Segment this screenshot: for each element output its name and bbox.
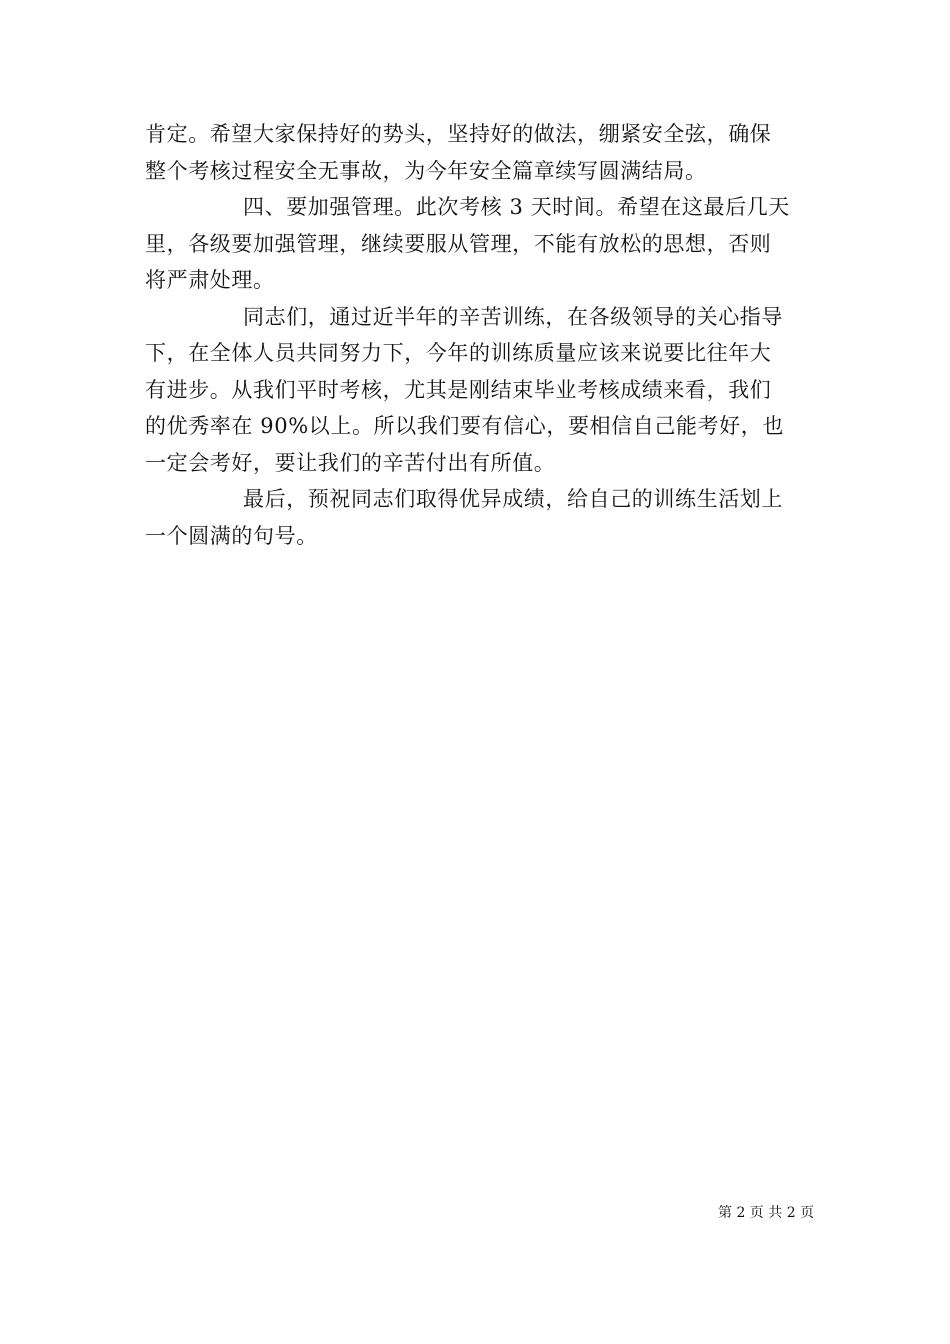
text-line: 的优秀率在 90%以上。所以我们要有信心，要相信自己能考好，也 <box>145 414 784 438</box>
text-line: 同志们，通过近半年的辛苦训练，在各级领导的关心指导 <box>243 304 783 329</box>
page-number-footer: 第 2 页 共 2 页 <box>718 1205 815 1221</box>
text-line: 一定会考好，要让我们的辛苦付出有所值。 <box>145 450 556 475</box>
text-line: 肯定。希望大家保持好的势头，坚持好的做法，绷紧安全弦，确保 <box>145 122 772 146</box>
text-line: 有进步。从我们平时考核，尤其是刚结束毕业考核成绩来看，我们 <box>145 377 772 402</box>
text-line: 四、要加强管理。此次考核 3 天时间。希望在这最后几天 <box>243 195 790 219</box>
paragraph-management <box>145 189 807 299</box>
paragraph-closing <box>145 481 807 554</box>
paragraph-confidence <box>145 299 807 482</box>
text-line: 将严肃处理。 <box>145 268 275 292</box>
text-line: 里，各级要加强管理，继续要服从管理，不能有放松的思想，否则 <box>145 231 772 256</box>
text-line: 最后，预祝同志们取得优异成绩，给自己的训练生活划上 <box>243 487 783 511</box>
text-line: 一个圆满的句号。 <box>145 523 318 548</box>
text-line: 下，在全体人员共同努力下，今年的训练质量应该来说要比往年大 <box>145 341 772 365</box>
document-body <box>145 116 807 554</box>
paragraph-safety-continued <box>145 116 807 189</box>
text-line: 整个考核过程安全无事故，为今年安全篇章续写圆满结局。 <box>145 158 707 183</box>
